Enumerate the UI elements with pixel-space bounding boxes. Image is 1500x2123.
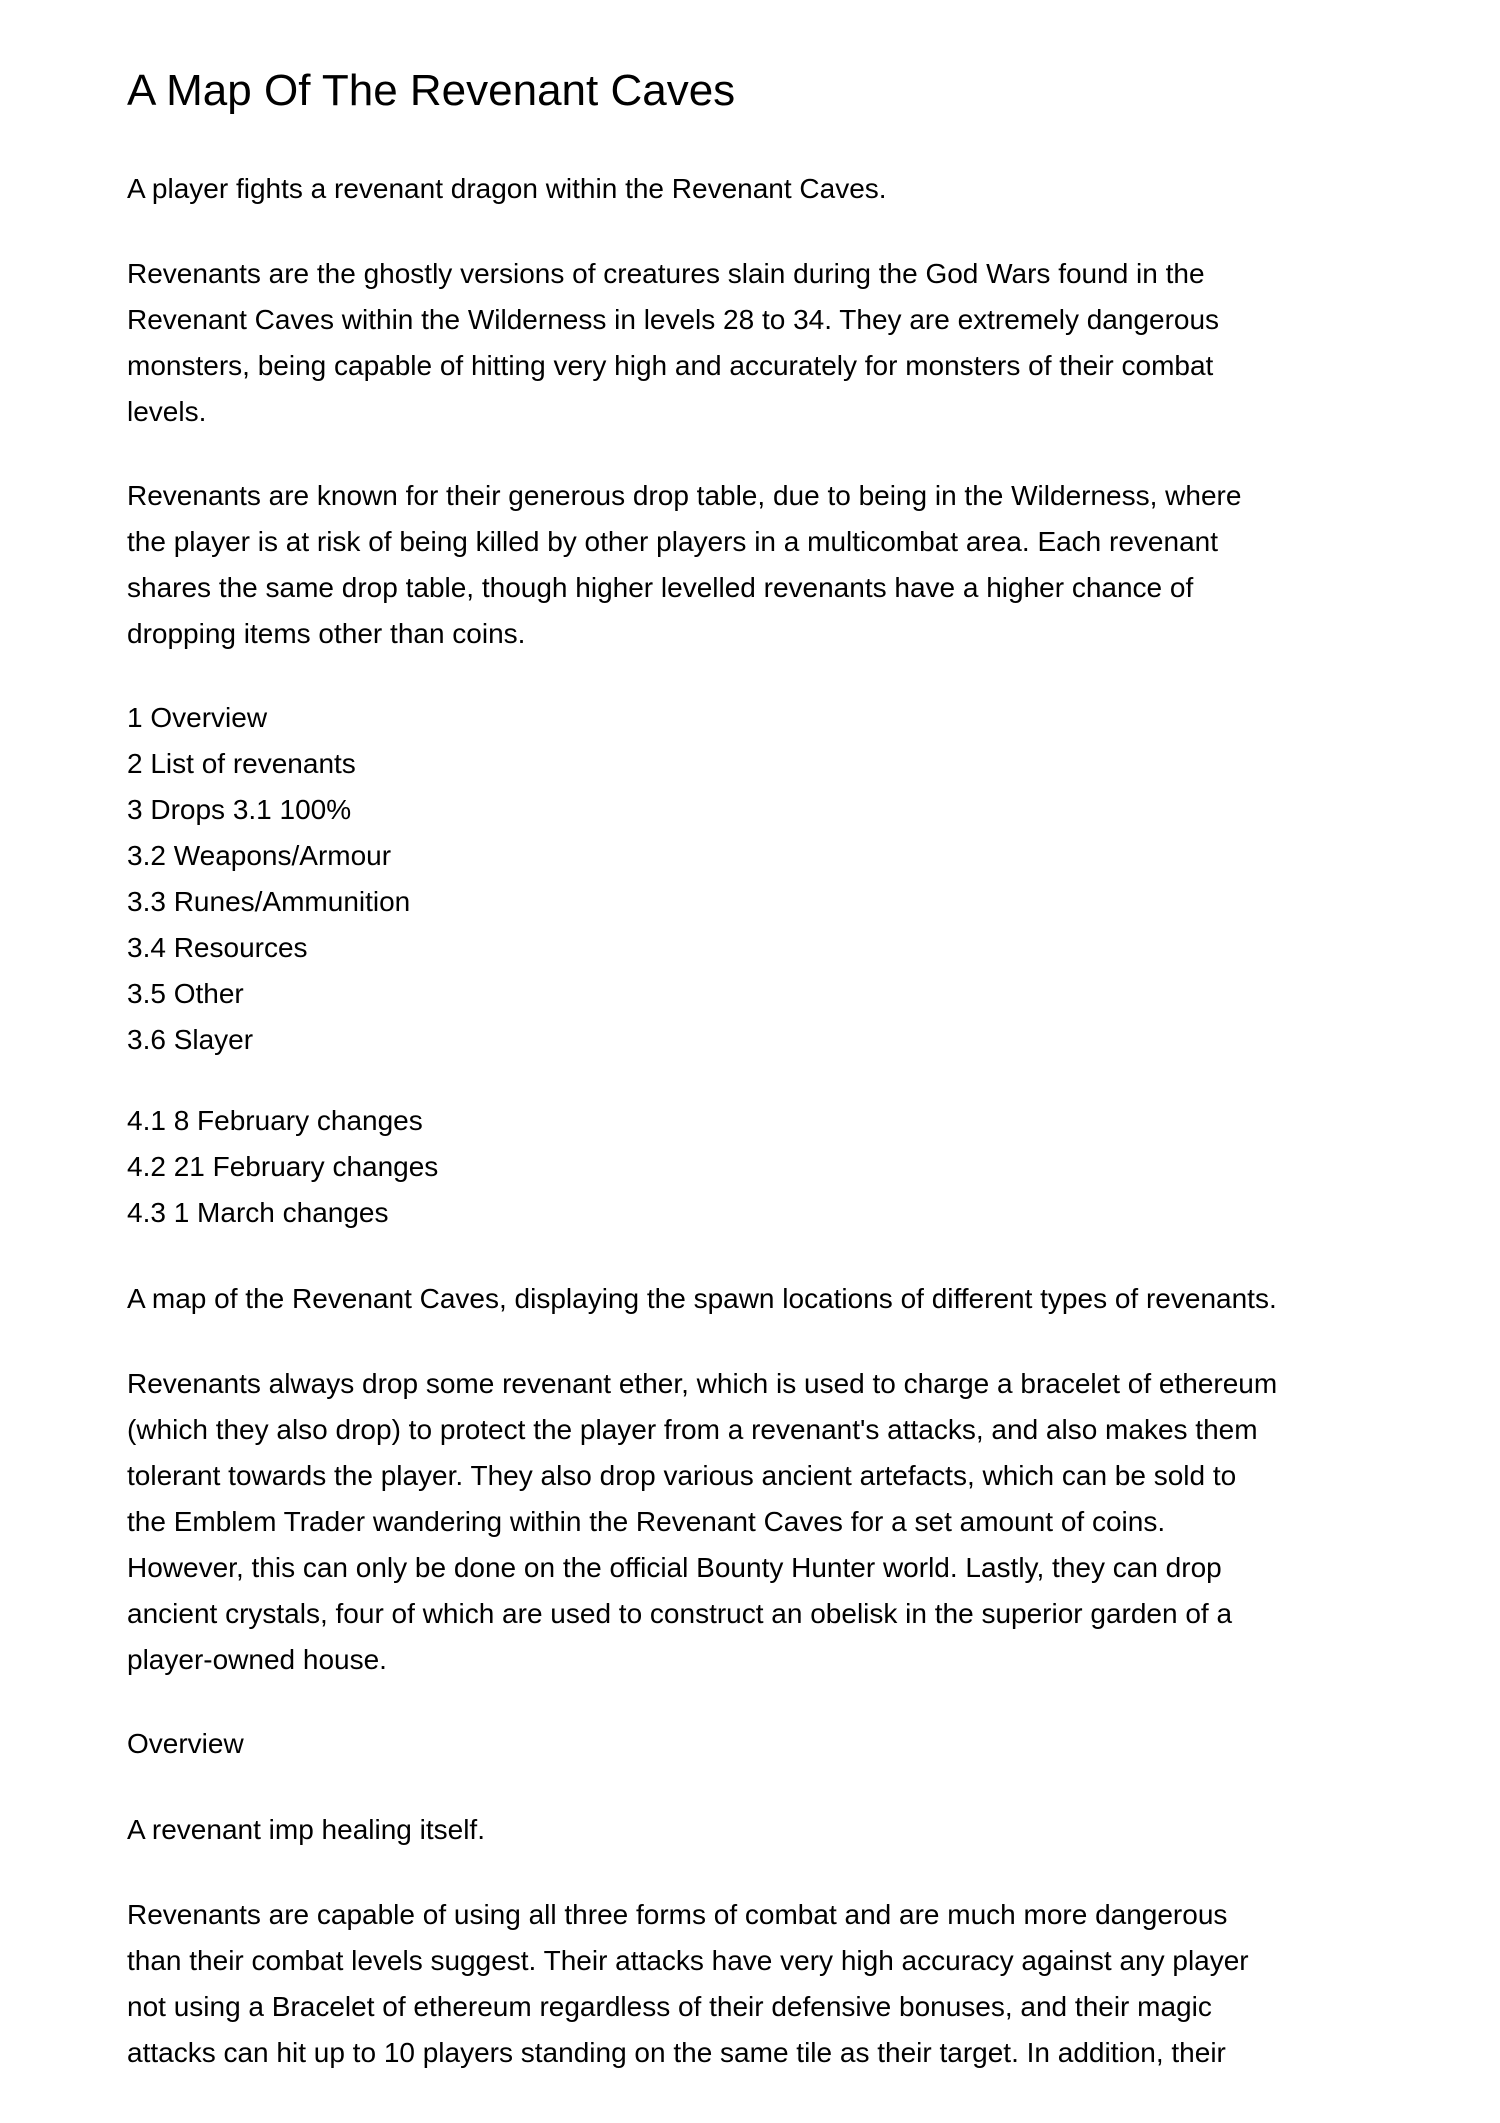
paragraph-line: than their combat levels suggest. Their attacks have very high accuracy against any player	[127, 1945, 1249, 1976]
paragraph-line: tolerant towards the player. They also drop various ancient artefacts, which can be sold to	[127, 1460, 1237, 1491]
page-title: A Map Of The Revenant Caves	[127, 66, 736, 115]
caption-imp	[127, 1807, 485, 1853]
paragraph-line: shares the same drop table, though higher levelled revenants have a higher chance of	[127, 572, 1194, 603]
overview-heading-text: Overview	[127, 1728, 244, 1759]
toc-item-runes-ammunition: 3.3 Runes/Ammunition	[127, 886, 411, 917]
paragraph-line: Revenant Caves within the Wilderness in levels 28 to 34. They are extremely dangerous	[127, 304, 1220, 335]
paragraph-line: (which they also drop) to protect the player from a revenant's attacks, and also makes them	[127, 1414, 1258, 1445]
paragraph-line: levels.	[127, 396, 207, 427]
paragraph-line: the player is at risk of being killed by other players in a multicombat area. Each revenant	[127, 526, 1219, 557]
overview-heading	[127, 1721, 244, 1767]
caption-map	[127, 1276, 1277, 1322]
paragraph-line: Revenants always drop some revenant ether, which is used to charge a bracelet of ethereum	[127, 1368, 1278, 1399]
drops-paragraph	[127, 473, 1241, 657]
toc-item-21-february-changes: 4.2 21 February changes	[127, 1151, 439, 1182]
paragraph-line: Revenants are the ghostly versions of creatures slain during the God Wars found in the	[127, 258, 1205, 289]
caption-dragon	[127, 166, 887, 212]
paragraph-line: Revenants are capable of using all three forms of combat and are much more dangerous	[127, 1899, 1228, 1930]
toc-item-slayer: 3.6 Slayer	[127, 1024, 254, 1055]
toc-item-8-february-changes: 4.1 8 February changes	[127, 1105, 423, 1136]
paragraph-line: dropping items other than coins.	[127, 618, 526, 649]
paragraph-line: Revenants are known for their generous drop table, due to being in the Wilderness, where	[127, 480, 1242, 511]
caption-imp-text: A revenant imp healing itself.	[127, 1814, 485, 1845]
toc-item-other: 3.5 Other	[127, 978, 244, 1009]
caption-dragon-text: A player fights a revenant dragon within the Revenant Caves.	[127, 173, 887, 204]
toc-item-list-of-revenants: 2 List of revenants	[127, 748, 356, 779]
combat-paragraph	[127, 1892, 1249, 2076]
paragraph-line: not using a Bracelet of ethereum regardless of their defensive bonuses, and their magic	[127, 1991, 1212, 2022]
toc-item-drops: 3 Drops 3.1 100%	[127, 794, 352, 825]
toc-item-weapons-armour: 3.2 Weapons/Armour	[127, 840, 392, 871]
paragraph-line: player-owned house.	[127, 1644, 387, 1675]
toc-item-overview: 1 Overview	[127, 702, 268, 733]
paragraph-line: attacks can hit up to 10 players standing on the same tile as their target. In addition, their	[127, 2037, 1226, 2068]
paragraph-line: However, this can only be done on the official Bounty Hunter world. Lastly, they can drop	[127, 1552, 1222, 1583]
paragraph-line: ancient crystals, four of which are used to construct an obelisk in the superior garden of a	[127, 1598, 1233, 1629]
caption-map-text: A map of the Revenant Caves, displaying the spawn locations of different types of revenants.	[127, 1283, 1277, 1314]
ether-paragraph	[127, 1361, 1277, 1683]
table-of-contents	[127, 695, 410, 1063]
intro-paragraph	[127, 251, 1219, 435]
paragraph-line: monsters, being capable of hitting very high and accurately for monsters of their combat	[127, 350, 1214, 381]
toc-item-resources: 3.4 Resources	[127, 932, 308, 963]
paragraph-line: the Emblem Trader wandering within the Revenant Caves for a set amount of coins.	[127, 1506, 1166, 1537]
toc-item-1-march-changes: 4.3 1 March changes	[127, 1197, 389, 1228]
table-of-contents-changes	[127, 1098, 438, 1236]
